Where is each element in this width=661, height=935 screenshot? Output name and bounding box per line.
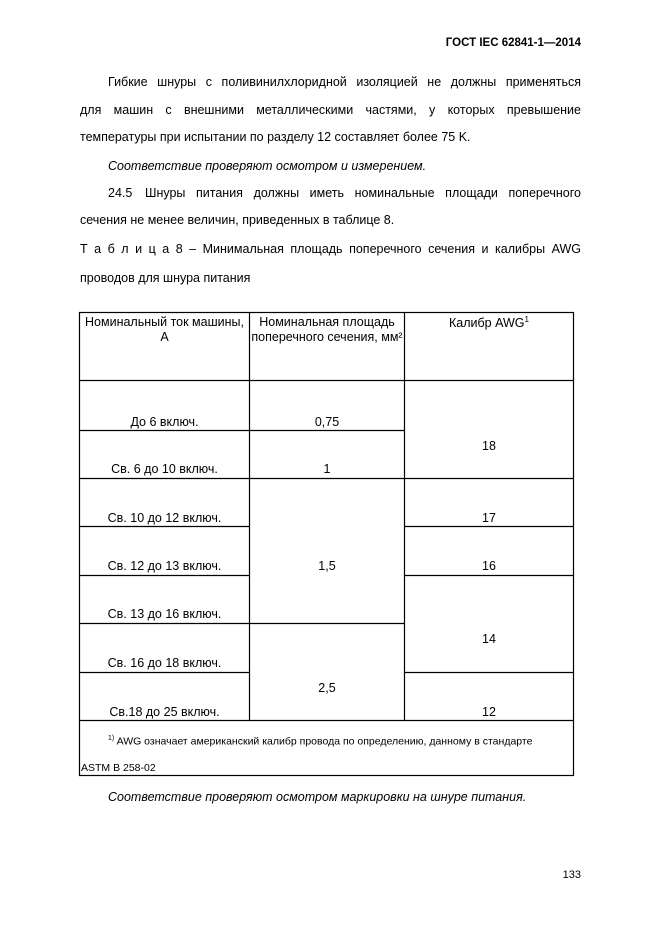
table-cell-area: 0,75: [314, 415, 340, 429]
document-header: ГОСТ IEC 62841-1—2014: [445, 37, 581, 49]
table-cell-current: Св. 10 до 12 включ.: [107, 511, 222, 525]
table-cell-current: Св. 16 до 18 включ.: [107, 656, 222, 670]
table-caption: Т а б л и ц а 8 – Минимальная площадь поперечного сечения и калибры AWG: [80, 242, 581, 256]
header-current: Номинальный ток машины, А: [85, 315, 244, 344]
table-cell-area: 1,5: [318, 559, 336, 573]
table-cell-current: До 6 включ.: [130, 415, 199, 429]
compliance-statement: Соответствие проверяют осмотром маркировки на шнуре питания.: [108, 790, 527, 804]
table-cell-awg: 12: [482, 705, 496, 719]
table-cell-current: Св.18 до 25 включ.: [109, 705, 220, 719]
header-area: Номинальная площадь поперечного сечения, мм²: [251, 315, 403, 344]
table-cell-area: 2,5: [318, 681, 336, 695]
table-cell-awg: 14: [482, 632, 496, 646]
table-cell-current: Св. 6 до 10 включ.: [111, 462, 218, 476]
table-cell-current: Св. 12 до 13 включ.: [107, 559, 222, 573]
table-cell-area: 1: [323, 462, 331, 476]
table-cell-awg: 16: [482, 559, 496, 573]
table-footnote-reference: ASTM B 258-02: [81, 762, 156, 774]
clause-line: сечения не менее величин, приведенных в таблице 8.: [80, 213, 395, 227]
compliance-statement: Соответствие проверяют осмотром и измерением.: [108, 159, 427, 173]
paragraph-line: для машин с внешними металлическими частями, у которых превышение: [80, 103, 581, 117]
table-cell-awg: 17: [482, 511, 496, 525]
table-caption: проводов для шнура питания: [80, 271, 251, 285]
page-number: 133: [562, 869, 581, 881]
table-footnote: $^{1)}$ AWG означает американский калибр провода по определению, данному в стандарте: [108, 735, 533, 748]
table-cell-current: Св. 13 до 16 включ.: [107, 607, 222, 621]
clause-line: Шнуры питания должны иметь номинальные площади поперечного: [145, 186, 581, 200]
header-awg: Калибр AWG$^1$: [449, 315, 529, 331]
table-cell-awg: 18: [482, 439, 496, 453]
clause-number: 24.5: [108, 186, 133, 200]
paragraph-line: Гибкие шнуры с поливинилхлоридной изоляцией не должны применяться: [108, 75, 581, 89]
paragraph-line: температуры при испытании по разделу 12 составляет более 75 K.: [80, 130, 471, 144]
